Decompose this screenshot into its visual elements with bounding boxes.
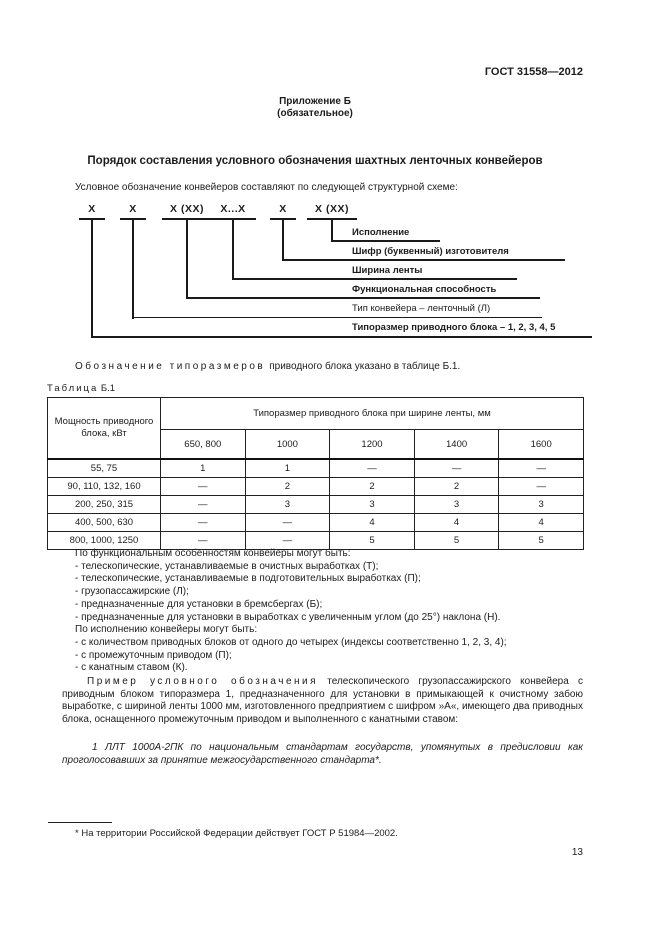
scheme-connector-vertical (331, 220, 333, 242)
appendix-title: Приложение Б (279, 96, 351, 107)
body-line: - с количеством приводных блоков от одного до четырех (индексы соответственно 1, 2, 3, 4); (75, 636, 507, 648)
doc-number: ГОСТ 31558—2012 (484, 66, 583, 78)
table-caption-word: Таблица (47, 383, 99, 394)
scheme-connector-horizontal (91, 336, 592, 338)
scheme-x-5-label: Х (279, 203, 287, 215)
designation-scheme-diagram (47, 203, 583, 355)
table-cell: 4 (499, 514, 584, 532)
table-subheader: 1000 (245, 430, 330, 460)
note-rest-text: приводного блока указано в таблице Б.1. (269, 361, 461, 372)
table-cell: — (245, 514, 330, 532)
scheme-label-shirina-lenty: Ширина ленты (352, 265, 423, 276)
body-line: - предназначенные для установки в выработках с увеличенным углом (до 25°) наклона (Н). (75, 611, 501, 623)
scheme-label-ispolnenie: Исполнение (352, 227, 410, 238)
scheme-connector-horizontal (132, 317, 542, 318)
table-cell: — (245, 532, 330, 550)
scheme-connector-horizontal (331, 240, 440, 242)
table-cell: 3 (245, 496, 330, 514)
table-cell: 5 (414, 532, 499, 550)
scheme-x-4 (210, 203, 256, 220)
table-row (48, 496, 584, 514)
appendix-type: (обязательное) (277, 108, 353, 119)
table-b1-wrap (47, 397, 584, 550)
table-cell: — (499, 459, 584, 478)
table-subheader: 1400 (414, 430, 499, 460)
table-cell: — (161, 496, 246, 514)
table-cell: — (414, 459, 499, 478)
body-text-block (62, 548, 583, 727)
scheme-label-tiporazmer: Типоразмер приводного блока – 1, 2, 3, 4, 5 (352, 322, 556, 333)
body-line: - телескопические, устанавливаемые в очистных выработках (Т); (75, 560, 379, 572)
scheme-connector-horizontal (186, 297, 540, 299)
example-designation-note: 1 ЛЛТ 1000А-2ПК по национальным стандартам государств, упомянутых в предисловии как проголосовавших за принятие межгосударственного стандарта*. (62, 742, 583, 766)
table-cell: — (161, 532, 246, 550)
table-row (48, 478, 584, 496)
table-cell: 5 (330, 532, 415, 550)
table-cell-power: 55, 75 (48, 459, 161, 478)
scheme-x-6-label: Х (ХХ) (315, 203, 349, 215)
table-subheader: 1200 (330, 430, 415, 460)
table-cell: 1 (245, 459, 330, 478)
table-cell: 5 (499, 532, 584, 550)
example-paragraph (62, 676, 583, 727)
scheme-x-3 (162, 203, 212, 220)
body-line: - телескопические, устанавливаемые в подготовительных выработках (П); (75, 573, 421, 585)
table-cell: 4 (414, 514, 499, 532)
scheme-connector-vertical (282, 220, 284, 261)
page-number: 13 (571, 847, 583, 858)
table-reference-note (62, 361, 583, 372)
table-cell: 3 (330, 496, 415, 514)
scheme-x-2 (120, 203, 146, 220)
table-cell: 2 (330, 478, 415, 496)
body-line: - предназначенные для установки в бремсбергах (Б); (75, 598, 323, 610)
scheme-connector-horizontal (282, 259, 565, 261)
table-cell: — (161, 514, 246, 532)
section-heading: Порядок составления условного обозначения шахтных ленточных конвейеров (87, 155, 543, 167)
table-subheader: 1600 (499, 430, 584, 460)
table-cell: 3 (414, 496, 499, 514)
table-col1-header: Мощность приводного блока, кВт (48, 398, 161, 460)
scheme-x-3-label: Х (ХХ) (170, 203, 204, 215)
table-cell-power: 200, 250, 315 (48, 496, 161, 514)
table-span-header: Типоразмер приводного блока при ширине ленты, мм (161, 398, 584, 430)
table-subheader: 650, 800 (161, 430, 246, 460)
example-paragraph-rest: телескопического грузопассажирского конвейера с приводным блоком типоразмера 1, предназначенного для установки в примыкающей к очистному забою выработке, с шириной ленты 1000 мм, изготовленного предприятием с шифром »А«, имеющего два приводных блока, оснащенного промежуточным приводом и выполненного с канатными ставом: (62, 676, 583, 726)
scheme-x-4-label: Х...Х (220, 203, 246, 215)
example-paragraph-spaced: Пример условного обозначения (87, 676, 319, 688)
table-cell: — (499, 478, 584, 496)
footnote-divider (48, 822, 112, 823)
table-cell: 2 (414, 478, 499, 496)
table-row (48, 459, 584, 478)
scheme-x-5 (270, 203, 296, 220)
scheme-connector-vertical (91, 220, 93, 338)
intro-text: Условное обозначение конвейеров составляют по следующей структурной схеме: (75, 182, 458, 193)
scheme-connector-vertical (232, 220, 234, 280)
table-cell-power: 90, 110, 132, 160 (48, 478, 161, 496)
body-line: По исполнению конвейеры могут быть: (75, 624, 258, 636)
scheme-label-shifr: Шифр (буквенный) изготовителя (352, 246, 509, 257)
scheme-x-1 (79, 203, 105, 220)
table-cell: — (330, 459, 415, 478)
scheme-connector-horizontal (232, 278, 517, 280)
body-line: - с промежуточным приводом (П); (75, 649, 232, 661)
body-line: По функциональным особенностям конвейеры могут быть: (75, 548, 351, 559)
table-header-row-span (48, 398, 584, 430)
note-spaced-text: Обозначение типоразмеров (75, 361, 266, 372)
scheme-x-6 (307, 203, 357, 220)
table-cell-power: 400, 500, 630 (48, 514, 161, 532)
scheme-x-2-label: Х (129, 203, 137, 215)
table-row (48, 514, 584, 532)
scheme-connector-vertical (132, 220, 134, 319)
scheme-label-tip-konveyera: Тип конвейера – ленточный (Л) (352, 303, 491, 314)
table-cell-power: 800, 1000, 1250 (48, 532, 161, 550)
table-row (48, 532, 584, 550)
table-cell: — (161, 478, 246, 496)
scheme-x-1-label: Х (88, 203, 96, 215)
body-line: - грузопассажирские (Л); (75, 586, 189, 598)
table-cell: 2 (245, 478, 330, 496)
scheme-label-funkcionalnaya: Функциональная способность (352, 284, 497, 295)
table-cell: 3 (499, 496, 584, 514)
table-cell: 1 (161, 459, 246, 478)
footnote-text: * На территории Российской Федерации действует ГОСТ Р 51984—2002. (75, 828, 398, 839)
table-caption (47, 383, 115, 394)
typesize-table (47, 397, 584, 550)
table-caption-number: Б.1 (98, 383, 116, 394)
table-cell: 4 (330, 514, 415, 532)
body-line: - с канатным ставом (К). (75, 662, 188, 674)
scheme-connector-vertical (186, 220, 188, 299)
